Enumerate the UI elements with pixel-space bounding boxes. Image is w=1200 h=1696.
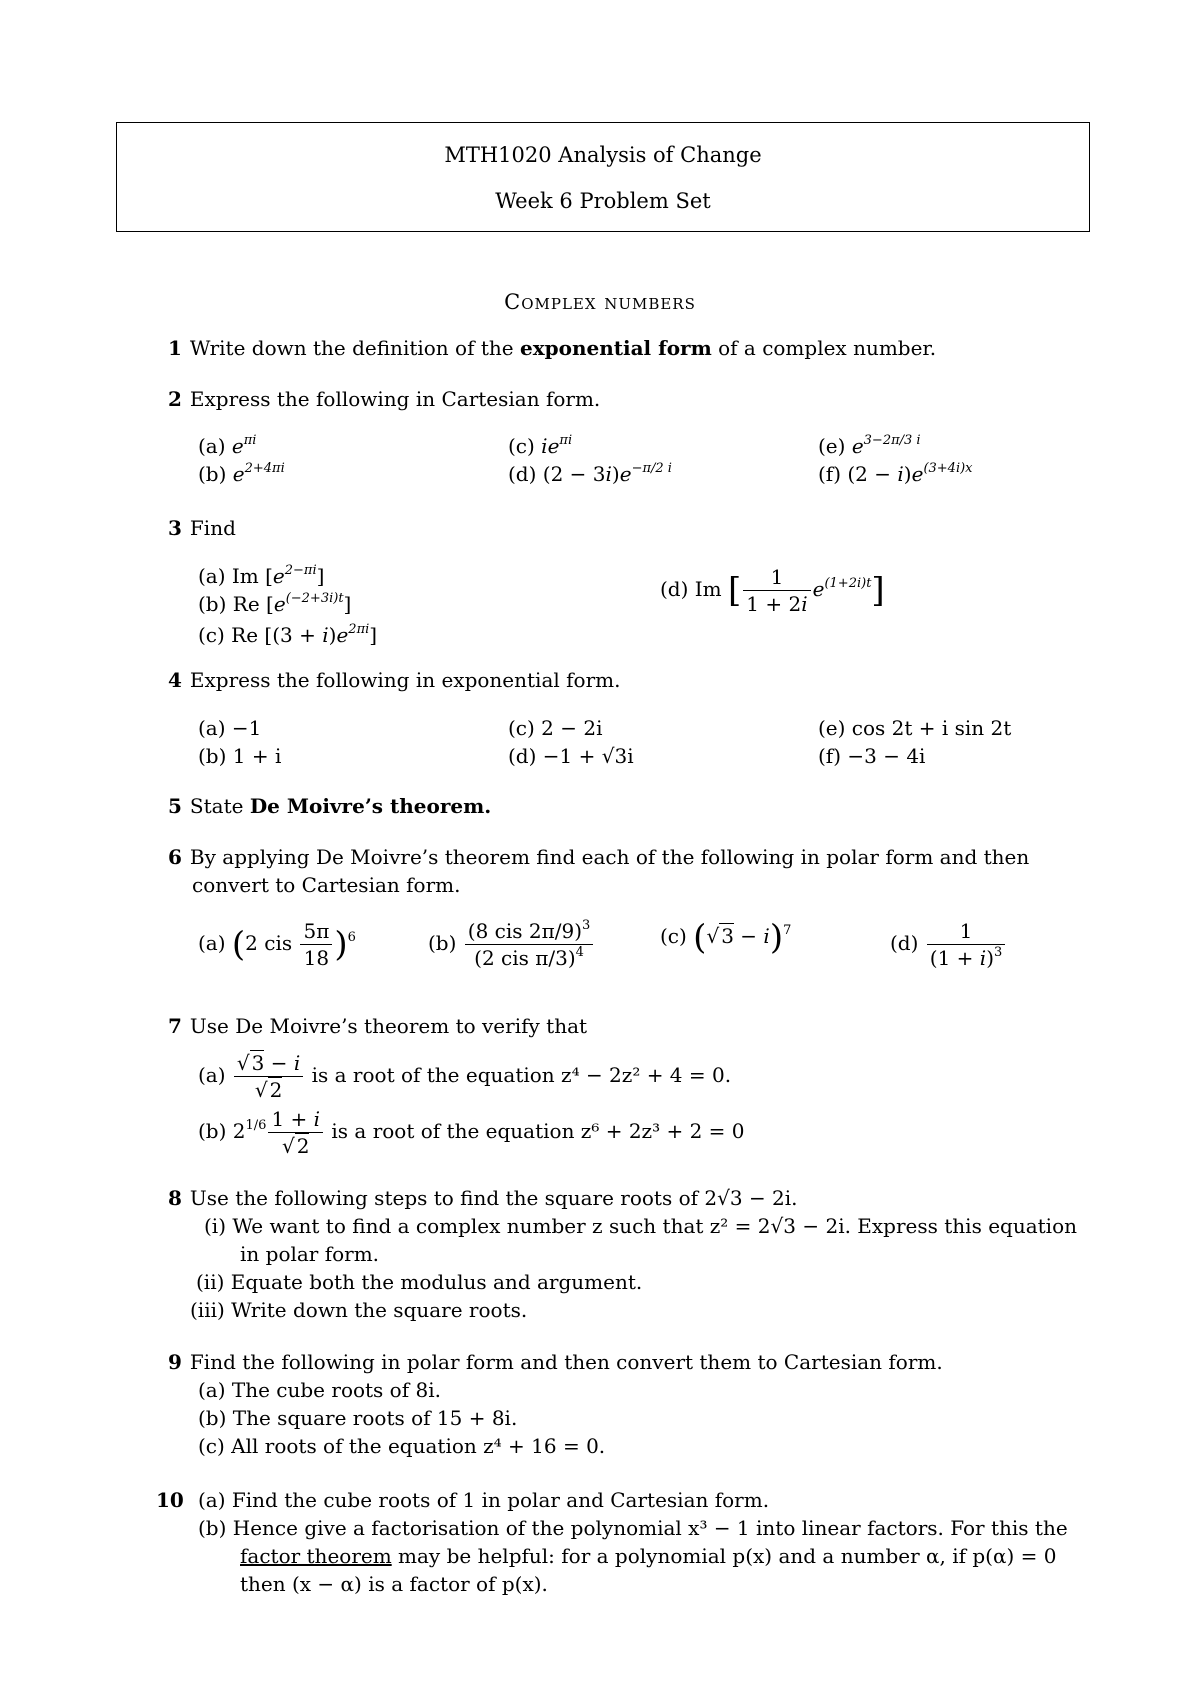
question-text: Use the following steps to find the square roots of 2√3 − 2i.	[189, 1186, 798, 1210]
part-2e: (e) $e^{3-2\pi/3 i}$	[818, 433, 921, 458]
part-6b: (b) $\frac{(8 cis 2\pi/9)^3}{(2 cis \pi/3)^4}$	[428, 918, 595, 971]
problem-set-title: Week 6 Problem Set	[495, 189, 711, 213]
part-4b: (b) 1 + i	[198, 744, 282, 768]
part-4a: (a) −1	[198, 716, 262, 740]
question-text: State	[189, 794, 250, 818]
factor-theorem-term: factor theorem	[240, 1544, 392, 1568]
step-8ii: (ii) Equate both the modulus and argument.	[196, 1270, 643, 1294]
question-text: By applying De Moivre’s theorem find each of the following in polar form and then	[189, 845, 1030, 869]
question-2	[168, 385, 600, 413]
question-10	[156, 1486, 192, 1514]
question-6-line2: convert to Cartesian form.	[192, 873, 461, 897]
question-number: 10	[156, 1488, 184, 1512]
step-8iii: (iii) Write down the square roots.	[190, 1298, 528, 1322]
question-number: 6	[168, 845, 182, 869]
question-text: Find	[189, 516, 236, 540]
question-number: 7	[168, 1014, 182, 1038]
part-3a: (a) Im $[e^{2-\pi i}]$	[198, 563, 325, 588]
part-6d: (d) $\frac{1}{(1 + i)^3}$	[890, 918, 1007, 971]
bold-term: exponential form	[519, 336, 712, 360]
part-6c: (c) (√ 3 − i)$^7$	[660, 917, 792, 958]
question-number: 4	[168, 668, 182, 692]
question-4	[168, 666, 620, 694]
question-text: Express the following in exponential form.	[189, 668, 621, 692]
part-9c: (c) All roots of the equation z⁴ + 16 = 0.	[198, 1434, 606, 1458]
question-5	[168, 792, 491, 820]
part-2b: (b) $e^{2+4\pi i}$	[198, 461, 285, 486]
question-9	[168, 1348, 943, 1376]
part-4f: (f) −3 − 4i	[818, 744, 926, 768]
step-8i-continued: in polar form.	[240, 1242, 380, 1266]
part-2c: (c) $ie^{\pi i}$	[508, 433, 573, 458]
part-3c: (c) Re $[(3 + i)e^{2\pi i}]$	[198, 622, 378, 647]
part-9a: (a) The cube roots of 8i.	[198, 1378, 441, 1402]
part-10b-line3: then (x − α) is a factor of p(x).	[240, 1572, 548, 1596]
question-text: of a complex number.	[711, 336, 937, 360]
question-1	[168, 334, 936, 362]
question-number: 8	[168, 1186, 182, 1210]
part-3b: (b) Re $[e^{(-2+3i)t}]$	[198, 591, 352, 616]
question-7	[168, 1012, 587, 1040]
question-number: 3	[168, 516, 182, 540]
part-9b: (b) The square roots of 15 + 8i.	[198, 1406, 518, 1430]
question-number: 1	[168, 336, 182, 360]
part-2f: (f) $(2 - i)e^{(3+4i)x}$	[818, 461, 973, 486]
part-7a: (a) $\frac{√ 3 - i}{√ 2}$ is a root of the equation z⁴ − 2z² + 4 = 0.	[198, 1051, 732, 1102]
question-number: 9	[168, 1350, 182, 1374]
question-text: Write down the definition of the	[189, 336, 520, 360]
step-8i: (i) We want to find a complex number z such that z² = 2√3 − 2i. Express this equation	[204, 1214, 1077, 1238]
question-text: may be helpful: for a polynomial p(x) and a number α, if p(α) = 0	[391, 1544, 1057, 1568]
part-3d: (d) Im [ $\frac{1}{1 + 2i}$ $e^{(1+2i)t}$]	[660, 565, 885, 616]
question-number: 2	[168, 387, 182, 411]
question-3	[168, 514, 236, 542]
question-text: Find the following in polar form and then convert them to Cartesian form.	[189, 1350, 943, 1374]
part-10b-line2	[240, 1542, 1056, 1570]
part-7b: (b) $2^{1/6}$ $\frac{1 + i}{√ 2}$ is a root of the equation z⁶ + 2z³ + 2 = 0	[198, 1107, 745, 1158]
question-8	[168, 1184, 798, 1212]
part-10a: (a) Find the cube roots of 1 in polar and Cartesian form.	[198, 1488, 770, 1512]
part-4e: (e) cos 2t + i sin 2t	[818, 716, 1012, 740]
title-box	[116, 122, 1090, 232]
part-4d: (d) −1 + √3i	[508, 744, 634, 768]
question-6	[168, 843, 1029, 871]
part-10b: (b) Hence give a factorisation of the polynomial x³ − 1 into linear factors. For this the	[198, 1516, 1068, 1540]
part-4c: (c) 2 − 2i	[508, 716, 603, 740]
question-number: 5	[168, 794, 182, 818]
bold-term: De Moivre’s theorem.	[249, 794, 492, 818]
course-title: MTH1020 Analysis of Change	[444, 143, 762, 167]
part-2d: (d) $(2 - 3i)e^{-\pi/2 i}$	[508, 461, 672, 486]
part-2a: (a) $e^{\pi i}$	[198, 433, 257, 458]
question-text: Express the following in Cartesian form.	[189, 387, 601, 411]
section-heading: Complex numbers	[504, 290, 696, 314]
part-6a: (a) (2 cis $\frac{5\pi}{18}$ )$^6$	[198, 919, 356, 970]
question-text: Use De Moivre’s theorem to verify that	[189, 1014, 588, 1038]
